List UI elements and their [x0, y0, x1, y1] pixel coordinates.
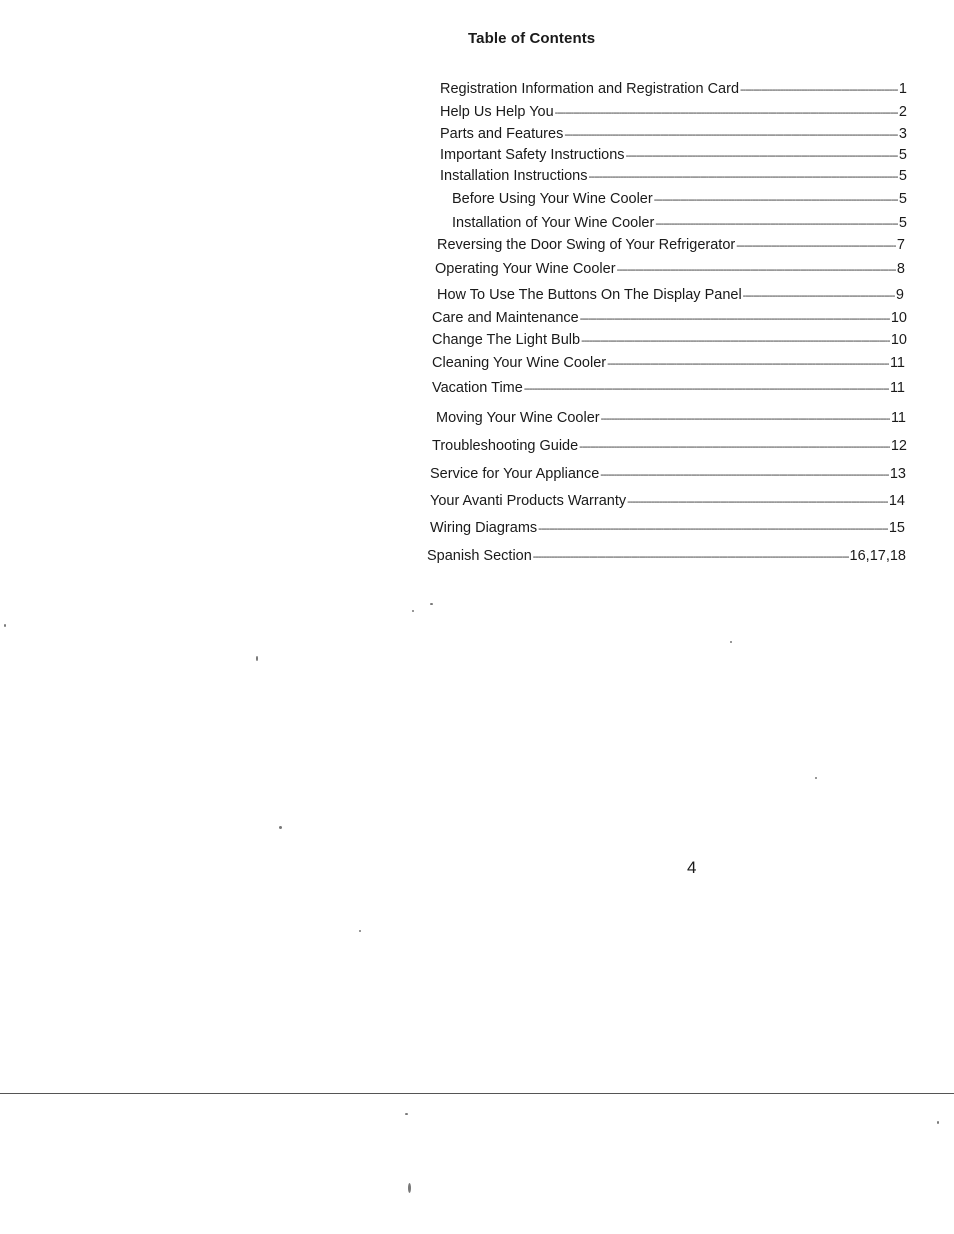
toc-leader-dots — [607, 355, 889, 373]
scan-speck — [430, 603, 433, 605]
bottom-rule-divider — [0, 1093, 954, 1094]
toc-entry-label: Wiring Diagrams — [430, 520, 538, 536]
toc-entry-label: Moving Your Wine Cooler — [436, 410, 600, 426]
toc-leader-dots — [580, 310, 890, 328]
toc-leader-dots — [740, 81, 898, 99]
toc-entry — [440, 80, 907, 99]
toc-entry-page: 3 — [898, 126, 907, 142]
toc-entry — [436, 409, 906, 428]
toc-entry-page: 5 — [898, 147, 907, 163]
toc-entry-page: 2 — [898, 104, 907, 120]
toc-entry-page: 10 — [890, 310, 907, 326]
toc-entry — [427, 547, 906, 566]
toc-leader-dots — [736, 237, 896, 255]
toc-entry-page: 1 — [898, 81, 907, 97]
toc-entry-label: Troubleshooting Guide — [432, 438, 579, 454]
toc-title: Table of Contents — [468, 30, 596, 47]
toc-leader-dots — [533, 548, 849, 566]
toc-entry-label: Vacation Time — [432, 380, 523, 396]
toc-entry — [432, 331, 907, 350]
toc-entry-page: 12 — [890, 438, 907, 454]
toc-entry-page: 9 — [895, 287, 904, 303]
toc-entry — [440, 146, 907, 165]
toc-entry-page: 5 — [898, 191, 907, 207]
toc-entry-label: Installation Instructions — [440, 168, 588, 184]
toc-leader-dots — [743, 287, 895, 305]
page-number: 4 — [687, 858, 697, 877]
toc-entry-label: Before Using Your Wine Cooler — [452, 191, 653, 207]
toc-entry-label: Parts and Features — [440, 126, 564, 142]
toc-entry-label: Spanish Section — [427, 548, 532, 564]
toc-entry-page: 8 — [896, 261, 905, 277]
toc-leader-dots — [581, 332, 890, 350]
toc-entry — [432, 354, 905, 373]
toc-entry-label: Service for Your Appliance — [430, 466, 600, 482]
toc-leader-dots — [589, 168, 898, 186]
toc-leader-dots — [626, 147, 898, 165]
toc-leader-dots — [600, 466, 889, 484]
toc-leader-dots — [617, 261, 896, 279]
toc-entry-label: How To Use The Buttons On The Display Panel — [437, 287, 742, 303]
toc-entry — [452, 190, 907, 209]
toc-leader-dots — [564, 126, 898, 144]
toc-entry — [440, 125, 907, 144]
toc-entry-label: Installation of Your Wine Cooler — [452, 215, 655, 231]
toc-entry-page: 7 — [896, 237, 905, 253]
toc-list — [0, 0, 954, 600]
toc-leader-dots — [654, 191, 898, 209]
toc-entry-label: Reversing the Door Swing of Your Refrigerator — [437, 237, 736, 253]
toc-entry-page: 5 — [898, 215, 907, 231]
toc-leader-dots — [627, 493, 888, 511]
toc-leader-dots — [655, 215, 898, 233]
toc-entry-page: 11 — [889, 355, 905, 371]
toc-entry — [437, 286, 904, 305]
toc-entry — [432, 437, 907, 456]
toc-entry — [430, 519, 905, 538]
toc-entry-label: Important Safety Instructions — [440, 147, 625, 163]
toc-entry — [430, 465, 906, 484]
toc-entry-label: Help Us Help You — [440, 104, 554, 120]
toc-entry — [430, 492, 905, 511]
toc-entry — [432, 379, 905, 398]
toc-entry-page: 5 — [898, 168, 907, 184]
toc-entry-label: Operating Your Wine Cooler — [435, 261, 616, 277]
scan-speck — [256, 656, 258, 661]
toc-entry-page: 10 — [890, 332, 907, 348]
toc-entry-page: 11 — [890, 410, 906, 426]
toc-entry — [440, 167, 907, 186]
scan-speck — [412, 610, 414, 612]
toc-leader-dots — [538, 520, 888, 538]
toc-entry-page: 16,17,18 — [849, 548, 906, 564]
toc-entry-label: Your Avanti Products Warranty — [430, 493, 627, 509]
toc-entry — [432, 309, 907, 328]
toc-entry-label: Care and Maintenance — [432, 310, 579, 326]
toc-entry-label: Cleaning Your Wine Cooler — [432, 355, 607, 371]
scan-speck — [815, 777, 817, 779]
toc-entry-page: 13 — [889, 466, 906, 482]
toc-entry — [452, 214, 907, 233]
toc-entry-page: 15 — [888, 520, 905, 536]
toc-leader-dots — [579, 438, 890, 456]
toc-entry-label: Change The Light Bulb — [432, 332, 581, 348]
toc-entry-page: 11 — [889, 380, 905, 396]
toc-entry-page: 14 — [888, 493, 905, 509]
scan-speck — [279, 826, 282, 829]
toc-entry — [437, 236, 905, 255]
scan-speck — [4, 624, 6, 627]
toc-leader-dots — [601, 410, 890, 428]
scan-speck — [405, 1113, 408, 1115]
toc-leader-dots — [555, 104, 898, 122]
scan-speck — [408, 1183, 411, 1193]
scan-speck — [937, 1121, 939, 1124]
scan-speck — [730, 641, 732, 643]
scan-speck — [359, 930, 361, 932]
toc-entry-label: Registration Information and Registration Card — [440, 81, 740, 97]
toc-entry — [440, 103, 907, 122]
toc-leader-dots — [524, 380, 889, 398]
toc-entry — [435, 260, 905, 279]
